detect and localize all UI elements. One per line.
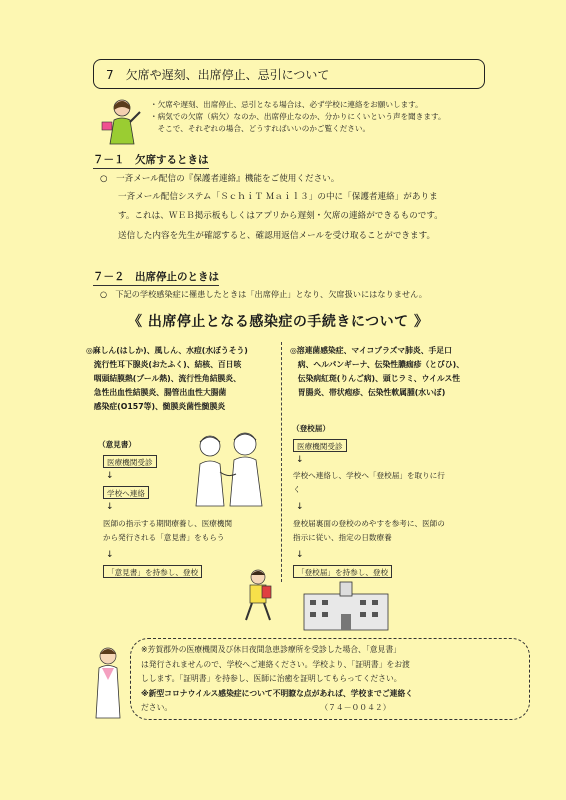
left-step-visit: 医療機関受診 <box>103 455 157 468</box>
disease-line: 感染症(O157等)、髄膜炎菌性髄膜炎 <box>86 402 226 411</box>
s71-line: す。これは、ＷＥＢ掲示板もしくはアプリから遅刻・欠席の連絡ができるものです。 <box>118 211 443 221</box>
flow-line: 指示に従い、指定の日数療養 <box>293 533 392 542</box>
disease-line: 伝染病紅斑(りんご病)、頭じラミ、ウイルス性 <box>290 374 461 383</box>
down-arrow-icon: ↓ <box>296 550 304 560</box>
note-line: は発行されませんので、学校へご連絡ください。学校より、「証明書」をお渡 <box>141 659 410 669</box>
s72-line: ○ 下記の学校感染症に罹患したときは「出席停止」となり、欠席扱いにはなりません。 <box>100 289 427 299</box>
flow-line: 学校へ連絡し、学校へ「登校届」を取りに行 <box>293 471 445 480</box>
disease-line: 急性出血性結膜炎、腸管出血性大腸菌 <box>86 388 227 397</box>
down-arrow-icon: ↓ <box>106 550 114 560</box>
down-arrow-icon: ↓ <box>296 455 304 465</box>
left-disease-list <box>86 344 248 414</box>
intro-line: そこで、それぞれの場合、どうすればいいのかご覧ください。 <box>150 124 371 133</box>
teacher-illustration <box>100 98 145 146</box>
school-building-illustration <box>300 580 392 632</box>
intro-line: ・欠席や遅刻、出席停止、忌引となる場合は、必ず学校に連絡をお願いします。 <box>150 100 423 109</box>
disease-line: 胃腸炎、帯状疱疹、伝染性軟属腫(水いぼ) <box>290 388 446 397</box>
right-step-rest <box>293 517 445 545</box>
s71-line: ○ 一斉メール配信の『保護者連絡』機能をご使用ください。 <box>100 174 340 184</box>
note-line: ださい。 （７４－００４２） <box>141 703 391 712</box>
column-divider <box>281 342 282 582</box>
disease-line: 咽頭結膜熱(プール熱)、流行性角結膜炎、 <box>86 374 241 383</box>
disease-line: 病、ヘルパンギーナ、伝染性膿痂疹（とびひ)、 <box>290 360 465 369</box>
s71-line: 一斉メール配信システム「ＳｃｈｉＴ Ｍａｉｌ３」の中に「保護者連絡」がありま <box>118 192 438 202</box>
note-line: ※新型コロナウイルス感染症について不明瞭な点があれば、学校までご連絡く <box>141 688 414 698</box>
left-step-attend: 「意見書」を持参し、登校 <box>103 565 202 578</box>
right-step-visit: 医療機関受診 <box>293 439 347 452</box>
section-title: 7 欠席や遅刻、出席停止、忌引について <box>93 59 485 89</box>
procedure-title: 《 出席停止となる感染症の手続きについて 》 <box>128 314 429 330</box>
disease-line: ◎麻しん(はしか)、風しん、水痘(水ぼうそう) <box>86 346 248 355</box>
left-step-contact: 学校へ連絡 <box>103 486 149 499</box>
heading-7-1: ７－１ 欠席するときは <box>93 152 209 169</box>
right-step-get-form <box>293 469 445 497</box>
down-arrow-icon: ↓ <box>106 471 114 481</box>
right-step-attend: 「登校届」を持参し、登校 <box>293 565 392 578</box>
doctor-examining-illustration <box>190 428 268 508</box>
attendance-form-label: （登校届） <box>292 424 330 433</box>
down-arrow-icon: ↓ <box>296 502 304 512</box>
flow-line: 登校届裏面の登校のめやすを参考に、医師の <box>293 519 445 528</box>
intro-line: ・病気での欠席（病欠）なのか、出席停止なのか、分かりにくいという声を聞きます。 <box>150 112 446 121</box>
note-line: ※芳賀郡外の医療機関及び休日夜間急患診療所を受診した場合、「意見書」 <box>141 645 401 654</box>
disease-line: ◎溶連菌感染症、マイコプラズマ肺炎、手足口 <box>290 346 452 355</box>
note-box <box>130 638 530 720</box>
disease-line: 流行性耳下腺炎(おたふく)、結核、百日咳 <box>86 360 242 369</box>
down-arrow-icon: ↓ <box>106 502 114 512</box>
intro-text <box>150 99 530 135</box>
opinion-label: （意見書） <box>98 440 136 449</box>
right-disease-list <box>290 344 464 400</box>
heading-7-2: ７－２ 出席停止のときは <box>93 269 219 286</box>
flow-line: く <box>293 485 301 494</box>
left-step-rest <box>103 517 232 545</box>
note-line: しします。「証明書」を持参し、医師に治癒を証明してもらってください。 <box>141 674 402 683</box>
flow-line: 医師の指示する期間療養し、医療機関 <box>103 519 233 528</box>
student-walking-illustration <box>238 568 278 626</box>
s71-line: 送信した内容を先生が確認すると、確認用返信メールを受け取ることができます。 <box>118 231 436 241</box>
flow-line: から発行される「意見書」をもらう <box>103 533 225 542</box>
nurse-illustration <box>90 646 126 720</box>
